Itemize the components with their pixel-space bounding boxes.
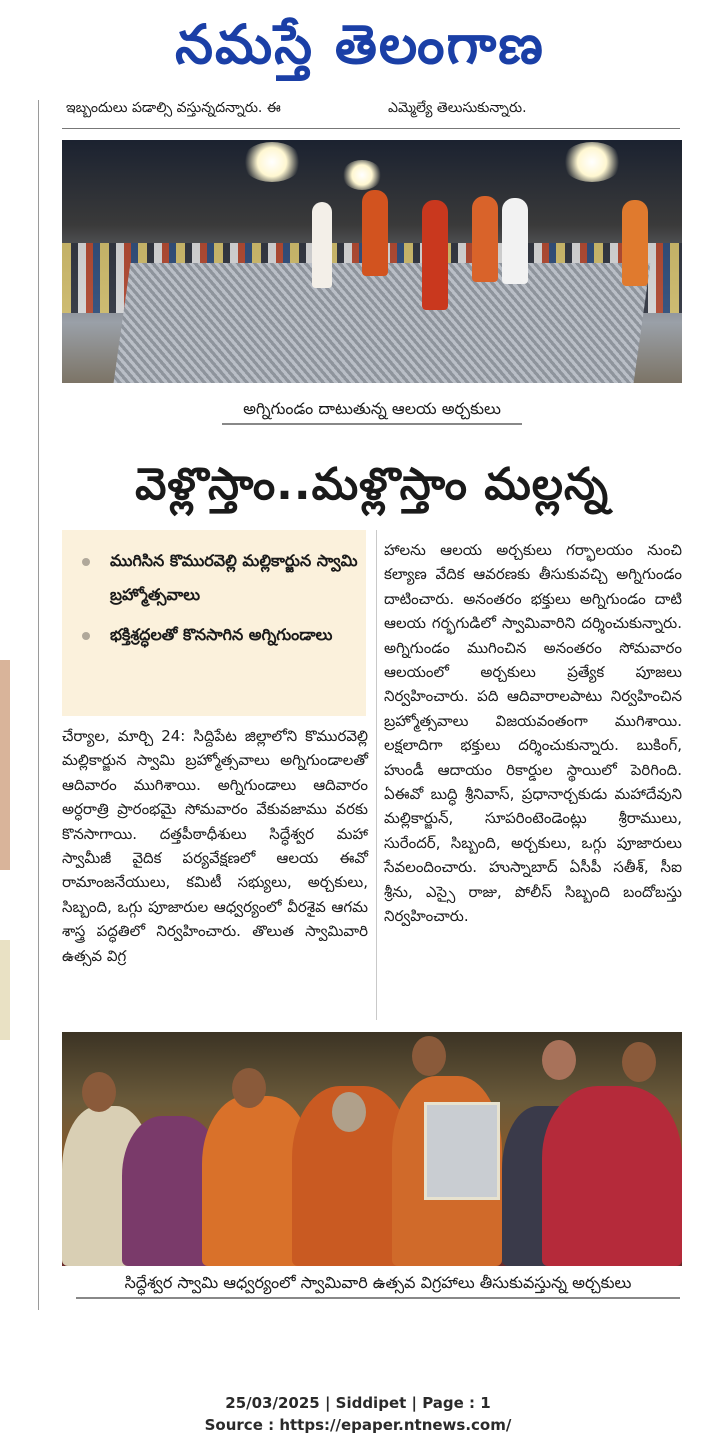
photo1-caption: అగ్నిగుండం దాటుతున్న ఆలయ అర్చకులు (222, 398, 522, 425)
column-divider (376, 530, 377, 1020)
bullet-icon (82, 558, 90, 566)
highlights-box (62, 530, 366, 716)
highlight-text: ముగిసిన కొమురవెల్లి మల్లికార్జున స్వామి బ్రహ్మోత్సవాలు (110, 551, 358, 604)
highlight-item (62, 544, 366, 612)
divider (62, 128, 680, 129)
footer-source: Source : https://epaper.ntnews.com/ (204, 1416, 512, 1434)
procession-photo (62, 1032, 682, 1266)
fire-walk-photo (62, 140, 682, 383)
body-paragraph: హాలను ఆలయ అర్చకులు గర్భాలయం నుంచి కల్యాణ వేదిక ఆవరణకు తీసుకువచ్చి అగ్నిగుండం దాటించారు. అనంతరం భక్తులు అగ్నిగుండం దాటి ఆలయ గర్భగుడిలో స్వామివారిని దర్శించుకున్నారు. అగ్నిగుండం ముగించిన అనంతరం సోమవారం ఆలయంలో అర్చకులు ప్రత్యేక పూజలు నిర్వహించారు. పది ఆదివారాలపాటు నిర్వహించిన బ్రహ్మోత్సవాలు విజయవంతంగా ముగిశాయి. లక్షలాదిగా భక్తులు దర్శించుకున్నారు. బుకింగ్, హుండీ ఆదాయం రికార్డుల స్థాయిలో పెరిగింది. ఏఈవో బుద్ధి శ్రీనివాస్, ప్రధానార్చకుడు మహాదేవుని మల్లికార్జున్, సూపరింటెండెంట్లు శ్రీరాములు, సురేందర్, సిబ్బంది, అర్చకులు, ఒగ్గు పూజారులు సేవలందించారు. హుస్నాబాద్ ఏసీపీ సతీశ్, సీఐ శ్రీను, ఎస్సై రాజు, పోలీస్ సిబ్బంది బందోబస్తు నిర్వహించారు. (384, 541, 682, 926)
body-paragraph: చేర్యాల, మార్చి 24: సిద్దిపేట జిల్లాలోని కొమురవెల్లి మల్లికార్జున స్వామి బ్రహ్మోత్సవాలు అగ్నిగుండాలతో ఆదివారం ముగిశాయి. అగ్నిగుండాలు ఆదివారం అర్ధరాత్రి ప్రారంభమై సోమవారం వేకువజాము వరకు కొనసాగాయి. దత్తపీఠాధీశులు సిద్ధేశ్వర మహా స్వామీజీ వైదిక పర్యవేక్షణలో ఆలయ ఈవో రామాంజనేయులు, కమిటీ సభ్యులు, అర్చకులు, సిబ్బంది, ఒగ్గు పూజారుల ఆధ్వర్యంలో వీరశైవ ఆగమ శాస్త్ర పద్ధతిలో నిర్వహించారు. తొలుత స్వామివారి ఉత్సవ విగ్ర (62, 727, 368, 965)
clipped-photo-sliver (0, 660, 10, 870)
bullet-icon (82, 632, 90, 640)
left-clipped-column (0, 100, 39, 1310)
highlight-item (62, 618, 366, 652)
photo2-caption: సిద్ధేశ్వర స్వామి ఆధ్వర్యంలో స్వామివారి ఉత్సవ విగ్రహాలు తీసుకువస్తున్న అర్చకులు (76, 1272, 680, 1299)
clipped-photo-sliver (0, 940, 10, 1040)
top-strip-left-text: ఇబ్బందులు పడాల్సి వస్తున్నదన్నారు. ఈ (66, 100, 281, 116)
footer-date-edition: 25/03/2025 | Siddipet | Page : 1 (225, 1394, 491, 1412)
article-body-right (384, 538, 682, 929)
article-body-left (62, 724, 368, 968)
highlight-text: భక్తిశ్రద్ధలతో కొనసాగిన అగ్నిగుండాలు (110, 625, 333, 644)
masthead-title: నమస్తే తెలంగాణ (175, 13, 545, 76)
top-strip-right-text: ఎమ్మెల్యే తెలుసుకున్నారు. (388, 100, 527, 116)
headline: వెళ్లొస్తాం..మళ్లొస్తాం మల్లన్న (135, 459, 609, 510)
